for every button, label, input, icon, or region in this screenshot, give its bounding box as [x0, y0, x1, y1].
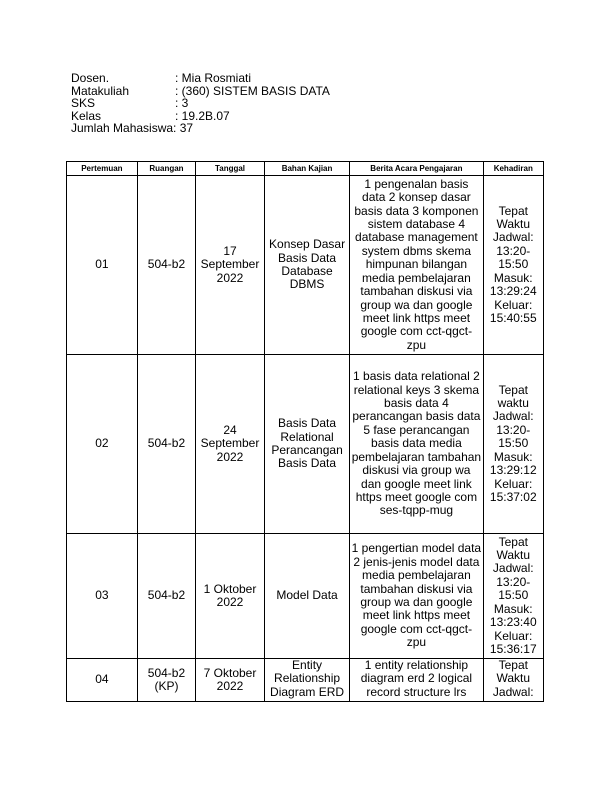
- room-cell: 504-b2 (KP): [137, 659, 195, 702]
- course-header: [71, 72, 330, 135]
- room-cell: 504-b2: [137, 355, 195, 534]
- attendance-line: Tepat: [498, 382, 528, 397]
- room-cell: 504-b2: [137, 534, 195, 659]
- attendance-line: 15:50: [498, 588, 529, 603]
- attendance-line: Keluar:: [494, 628, 533, 643]
- attendance-line: 15:40:55: [489, 310, 537, 325]
- lecturer-label: Dosen.: [71, 71, 110, 85]
- attendance-line: Tepat: [498, 534, 528, 549]
- table-row: [67, 176, 544, 355]
- attendance-line: 13:20-: [496, 574, 531, 589]
- course-row: [71, 85, 330, 98]
- column-header-attendance: Kehadiran: [483, 162, 543, 176]
- meeting-cell: 03: [67, 534, 138, 659]
- lecturer-value: : Mia Rosmiati: [175, 71, 252, 85]
- column-header-meeting: Pertemuan: [67, 162, 138, 176]
- students-value: : 37: [173, 121, 194, 136]
- attendance-line: Waktu: [496, 671, 531, 686]
- date-cell: 1 Oktober 2022: [196, 534, 265, 659]
- date-cell: 24 September 2022: [196, 355, 265, 534]
- topic-cell: Entity Relationship Diagram ERD: [264, 659, 349, 702]
- attendance-cell: [483, 176, 543, 355]
- credits-label: SKS: [71, 96, 96, 111]
- date-cell: 17 September 2022: [196, 176, 265, 355]
- notes-cell: 1 basis data relational 2 relational keys 3 skema basis data 4 perancangan basis data 5 fase perancangan basis data media pembelajaran tambahan diskusi via group wa dan google meet link https meet google com ses-tqpp-mug: [350, 355, 483, 534]
- attendance-line: 13:23:40: [489, 615, 537, 630]
- meeting-cell: 04: [67, 659, 138, 702]
- notes-cell: 1 entity relationship diagram erd 2 logical record structure lrs: [350, 659, 483, 702]
- teaching-schedule-table: [66, 161, 544, 702]
- attendance-line: Waktu: [496, 548, 531, 563]
- attendance-line: 13:29:12: [489, 463, 537, 478]
- students-label: Jumlah Mahasiswa: [71, 121, 174, 136]
- topic-cell: Model Data: [264, 534, 349, 659]
- attendance-line: 13:20-: [496, 422, 531, 437]
- attendance-line: 15:50: [498, 257, 529, 272]
- attendance-cell: [483, 534, 543, 659]
- attendance-line: Keluar:: [494, 297, 533, 312]
- notes-cell: 1 pengenalan basis data 2 konsep dasar basis data 3 komponen sistem database 4 database management system dbms skema himpunan bilangan media pembelajaran tambahan diskusi via group wa dan google meet link https meet google com cct-qgct-zpu: [350, 176, 483, 355]
- table-row: [67, 659, 544, 702]
- credits-row: [71, 97, 330, 110]
- class-label: Kelas: [71, 108, 102, 123]
- attendance-cell: [483, 355, 543, 534]
- attendance-line: Jadwal:: [492, 409, 534, 424]
- attendance-line: Keluar:: [494, 476, 533, 491]
- credits-value: : 3: [175, 96, 189, 111]
- students-row: [71, 122, 330, 135]
- attendance-line: Masuk:: [493, 601, 533, 616]
- attendance-line: 15:37:02: [489, 489, 537, 504]
- attendance-line: Jadwal:: [492, 684, 534, 699]
- table-row: [67, 355, 544, 534]
- attendance-line: Jadwal:: [492, 561, 534, 576]
- column-header-room: Ruangan: [137, 162, 195, 176]
- meeting-cell: 02: [67, 355, 138, 534]
- date-cell: 7 Oktober 2022: [196, 659, 265, 702]
- course-value: : (360) SISTEM BASIS DATA: [175, 83, 330, 98]
- attendance-line: waktu: [497, 396, 529, 411]
- meeting-cell: 01: [67, 176, 138, 355]
- attendance-line: Tepat: [498, 658, 528, 672]
- notes-cell: 1 pengertian model data 2 jenis-jenis model data media pembelajaran tambahan diskusi via group wa dan google meet link https meet google com cct-qgct-zpu: [350, 534, 483, 659]
- course-label: Matakuliah: [71, 83, 130, 98]
- topic-cell: Basis Data Relational Perancangan Basis Data: [264, 355, 349, 534]
- attendance-line: 13:20-: [496, 243, 531, 258]
- room-cell: 504-b2: [137, 176, 195, 355]
- column-header-date: Tanggal: [196, 162, 265, 176]
- table-header-row: [67, 162, 544, 176]
- class-value: : 19.2B.07: [175, 108, 230, 123]
- column-header-topic: Bahan Kajian: [264, 162, 349, 176]
- attendance-line: Waktu: [496, 217, 531, 232]
- column-header-notes: Berita Acara Pengajaran: [350, 162, 483, 176]
- attendance-cell: [483, 659, 543, 702]
- attendance-line: Tepat: [498, 203, 528, 218]
- attendance-line: 15:36:17: [489, 641, 537, 656]
- table-row: [67, 534, 544, 659]
- topic-cell: Konsep Dasar Basis Data Database DBMS: [264, 176, 349, 355]
- attendance-line: 15:50: [498, 436, 529, 451]
- attendance-line: Masuk:: [493, 449, 533, 464]
- lecturer-row: [71, 72, 330, 85]
- attendance-line: Jadwal:: [492, 230, 534, 245]
- attendance-line: 13:29:24: [489, 284, 537, 299]
- attendance-line: Masuk:: [493, 270, 533, 285]
